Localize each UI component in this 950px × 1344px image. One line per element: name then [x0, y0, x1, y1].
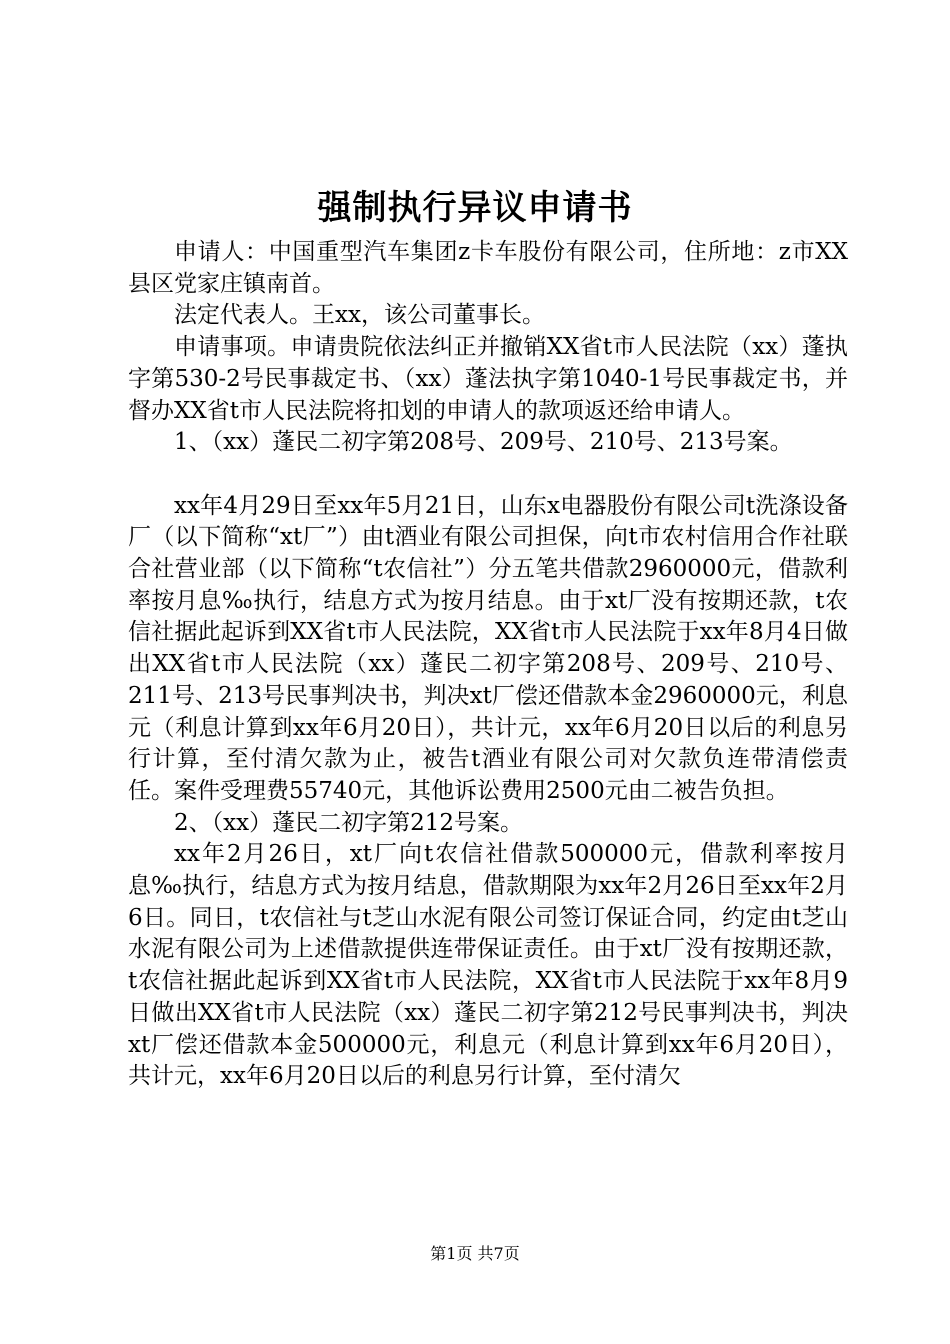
document-title: 强制执行异议申请书 — [317, 188, 633, 228]
paragraph-application-matters: 申请事项。申请贵院依法纠正并撤销XX省t市人民法院（xx）蓬执字第530-2号民事裁定书、（xx）蓬法执字第1040-1号民事裁定书，并督办XX省t市人民法院将扣划的申请人的款项返还给申请人。 — [128, 334, 848, 424]
page-number-footer: 第1页 共7页 — [430, 1244, 520, 1263]
paragraph-case-2-heading: 2、（xx）蓬民二初字第212号案。 — [174, 809, 523, 836]
paragraph-legal-representative: 法定代表人。王xx，该公司董事长。 — [174, 302, 545, 329]
paragraph-case-1-heading: 1、（xx）蓬民二初字第208号、209号、210号、213号案。 — [174, 429, 793, 456]
document-body — [128, 237, 848, 1093]
paragraph-case-2-facts: xx年2月26日，xt厂向t农信社借款500000元，借款利率按月息‰执行，结息方式为按月结息，借款期限为xx年2月26日至xx年2月6日。同日，t农信社与t芝山水泥有限公司签订保证合同，约定由t芝山水泥有限公司为上述借款提供连带保证责任。由于xt厂没有按期还款，t农信社据此起诉到XX省t市人民法院，XX省t市人民法院于xx年8月9日做出XX省t市人民法院（xx）蓬民二初字第212号民事判决书，判决xt厂偿还借款本金500000元，利息元（利息计算到xx年6月20日），共计元，xx年6月20日以后的利息另行计算，至付清欠 — [128, 841, 848, 1090]
paragraph-applicant: 申请人：中国重型汽车集团z卡车股份有限公司，住所地：z市XX县区党家庄镇南首。 — [128, 239, 848, 297]
paragraph-case-1-facts: xx年4月29日至xx年5月21日，山东x电器股份有限公司t洗涤设备厂（以下简称“xt厂”）由t酒业有限公司担保，向t市农村信用合作社联合社营业部（以下简称“t农信社”）分五笔共借款2960000元，借款利率按月息‰执行，结息方式为按月结息。由于xt厂没有按期还款，t农信社据此起诉到XX省t市人民法院，XX省t市人民法院于xx年8月4日做出XX省t市人民法院（xx）蓬民二初字第208号、209号、210号、211号、213号民事判决书，判决xt厂偿还借款本金2960000元，利息元（利息计算到xx年6月20日），共计元，xx年6月20日以后的利息另行计算，至付清欠款为止，被告t酒业有限公司对欠款负连带清偿责任。案件受理费55740元，其他诉讼费用2500元由二被告负担。 — [128, 492, 848, 804]
